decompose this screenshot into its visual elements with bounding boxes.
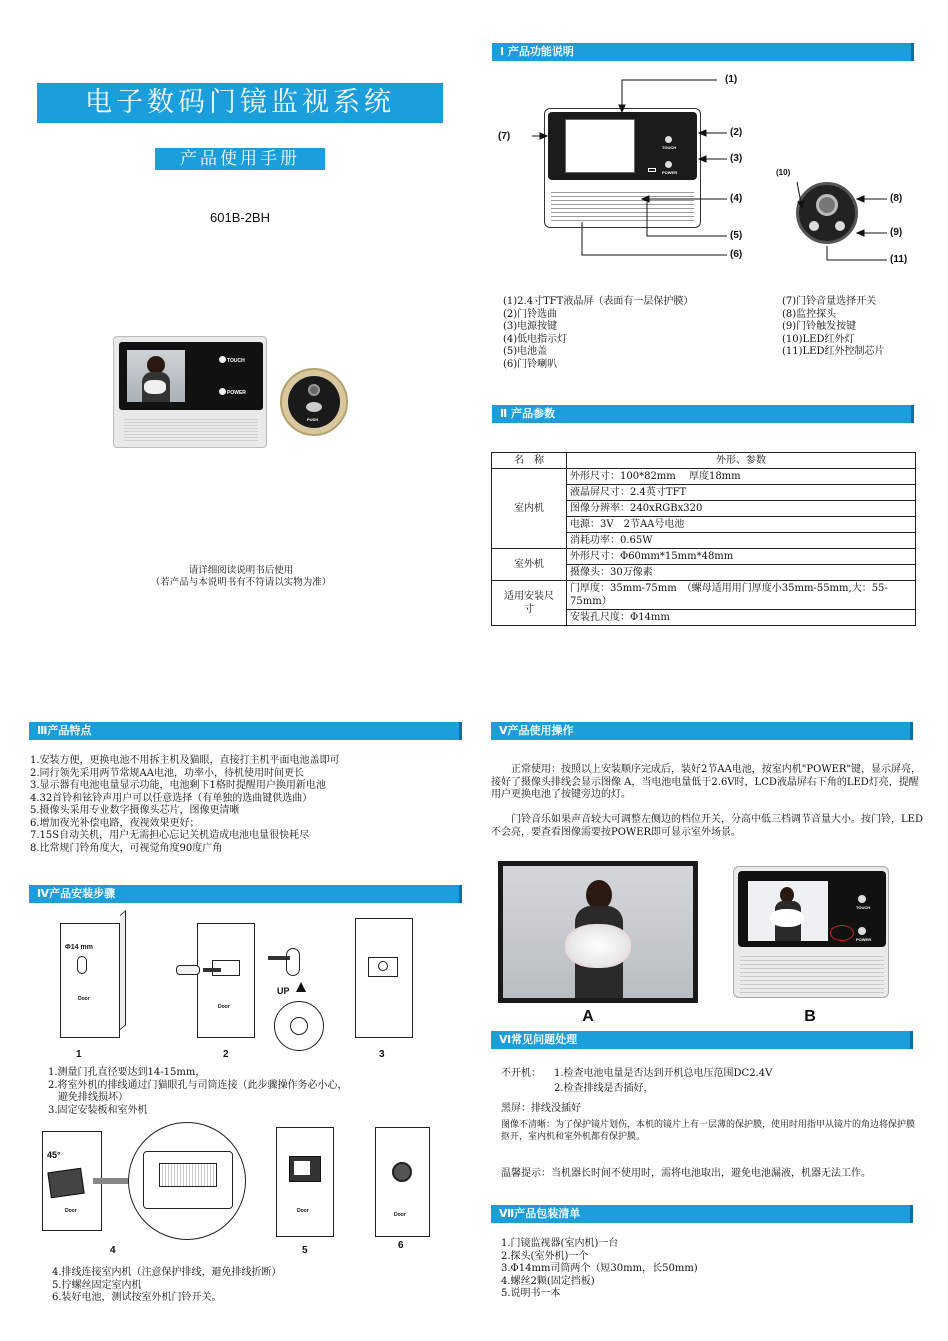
cover-subtitle: 产品使用手册 bbox=[155, 148, 325, 170]
package-item: 2.探头(室外机)一个 bbox=[501, 1250, 589, 1262]
feature-item: 7.15S自动关机，用户无需担心忘记关机造成电池电量很快耗尽 bbox=[30, 830, 310, 841]
section-6-header: Ⅵ常见问题处理 bbox=[491, 1031, 913, 1049]
install-fig-3-door bbox=[355, 918, 413, 1038]
spec-cell: 图像分辨率：240xRGBx320 bbox=[567, 501, 916, 517]
install-step: 避免排线损坏） bbox=[48, 1092, 128, 1103]
warm-tip: 温馨提示：当机器长时间不使用时，需将电池取出，避免电池漏液，机器无法工作。 bbox=[501, 1168, 871, 1179]
part-item: (9)门铃触发按键 bbox=[782, 321, 857, 332]
faq-unclear-image: 图像不清晰：为了保护镜片划伤，本机的镜片上有一层薄的保护膜，使用时用指甲从镜片的角边将保护膜抠开，室内机和室外机都有保护膜。 bbox=[501, 1120, 916, 1142]
install-fig-6-door bbox=[375, 1127, 430, 1237]
part-item: (10)LED红外灯 bbox=[782, 333, 855, 345]
feature-item: 3.显示器有电池电量显示功能，电池剩下1格时提醒用户换用新电池 bbox=[30, 780, 326, 791]
install-steps-a bbox=[48, 1067, 348, 1117]
mounted-indoor-unit bbox=[289, 1156, 321, 1182]
callout-6: (6) bbox=[730, 249, 743, 260]
part-item: (4)低电指示灯 bbox=[503, 333, 568, 345]
cover-power-label: POWER bbox=[227, 390, 246, 396]
package-item: 3.Φ14mm司筒两个（短30mm，长50mm) bbox=[501, 1263, 698, 1274]
cover-title: 电子数码门镜监视系统 bbox=[37, 83, 443, 123]
callout-2: (2) bbox=[730, 127, 743, 138]
spec-outdoor-label: 室外机 bbox=[492, 549, 567, 581]
callout-8: (8) bbox=[890, 193, 903, 204]
photo-b-indoor-unit bbox=[733, 866, 889, 998]
part-item: (1)2.4寸TFT液晶屏（表面有一层保护膜） bbox=[503, 296, 694, 307]
cover-outdoor-camera bbox=[280, 368, 348, 436]
cover-touch-button bbox=[219, 356, 226, 363]
door-label-1: Door bbox=[78, 996, 90, 1002]
spec-cell: 外形尺寸：Φ60mm*15mm*48mm bbox=[567, 549, 916, 565]
parts-list-right bbox=[782, 296, 885, 359]
callout-5: (5) bbox=[730, 230, 743, 241]
feature-item: 1.安装方便，更换电池不用拆主机及猫眼，直接打主机平面电池盖即可 bbox=[30, 755, 340, 766]
photo-b-screen bbox=[748, 881, 828, 941]
photo-a-label: A bbox=[582, 1008, 594, 1025]
install-step: 6.装好电池，测试按室外机门铃开关。 bbox=[52, 1292, 222, 1303]
install-fig-num-2: 2 bbox=[223, 1049, 229, 1060]
model-number: 601B-2BH bbox=[210, 210, 270, 225]
zoom-circle bbox=[128, 1122, 246, 1240]
spec-cell: 消耗功率：0.65W bbox=[567, 533, 916, 549]
install-arrow-1 bbox=[203, 968, 221, 972]
up-arrow bbox=[296, 982, 306, 992]
package-list bbox=[501, 1238, 698, 1301]
parts-list-left bbox=[503, 296, 693, 371]
feature-item: 5.摄像头采用专业数字摄像头芯片，图像更清晰 bbox=[30, 805, 240, 816]
door-label-2: Door bbox=[218, 1004, 230, 1010]
faq-no-power-b: 2.检查排线是否插好， bbox=[554, 1083, 654, 1094]
section-4-header: Ⅳ产品安装步骤 bbox=[29, 885, 462, 903]
spec-cell: 摄像头：30万像素 bbox=[567, 565, 916, 581]
faq-no-power-a: 1.检查电池电量是否达到开机总电压范围DC2.4V bbox=[554, 1068, 773, 1079]
callout-4: (4) bbox=[730, 193, 743, 204]
part-item: (11)LED红外控制芯片 bbox=[782, 346, 885, 357]
install-fig-num-1: 1 bbox=[76, 1049, 82, 1060]
install-step: 2.将室外机的排线通过门猫眼孔与司筒连接（此步骤操作务必小心， bbox=[48, 1079, 348, 1091]
hole-size-label: Φ14 mm bbox=[65, 944, 93, 951]
install-fig-1-door bbox=[60, 923, 120, 1038]
callout-1: (1) bbox=[725, 74, 738, 85]
install-fig-num-5: 5 bbox=[302, 1245, 308, 1256]
spec-cell: 安装孔尺度：Φ14mm bbox=[567, 610, 916, 626]
diagram-power-label: POWER bbox=[662, 170, 678, 175]
photo-a-frame bbox=[498, 861, 698, 1003]
part-item: (3)电源按键 bbox=[503, 321, 558, 332]
feature-item: 4.32首铃和铉铃声用户可以任意选择（有单独的选曲键供选曲） bbox=[30, 792, 313, 804]
cover-speaker-grille bbox=[124, 417, 258, 443]
screw-part bbox=[286, 948, 300, 976]
install-steps-b bbox=[52, 1267, 282, 1305]
section-3-header: Ⅲ产品特点 bbox=[29, 722, 462, 740]
photo-b-speaker-grille bbox=[740, 953, 884, 993]
spec-cell: 门厚度：35mm-75mm （螺母适用用门厚度小35mm-55mm,大：55-75mm） bbox=[567, 581, 916, 610]
diagram-touch-label: TOUCH bbox=[662, 145, 677, 150]
usage-paragraph-1: 正常使用：按照以上安装顺序完成后，装好2节AA电池，按室内机"POWER"键，显示屏亮，接好了摄像头排线会显示图像 A，当电池电量低于2.6V时，LCD液晶屏右下角的LED灯亮，提醒用户更换电池了按键旁边的灯。 bbox=[491, 764, 922, 800]
part-item: (6)门铃喇叭 bbox=[503, 358, 558, 370]
callout-11: (11) bbox=[890, 254, 908, 265]
photo-a-image bbox=[503, 866, 693, 998]
feature-item: 6.增加夜光补偿电路，夜视效果更好； bbox=[30, 817, 200, 829]
section-5-header: Ⅴ产品使用操作 bbox=[491, 722, 913, 740]
part-item: (7)门铃音量选择开关 bbox=[782, 296, 877, 307]
faq-black-screen: 黑屏：排线没插好 bbox=[501, 1103, 581, 1114]
photo-b-bezel bbox=[738, 871, 886, 947]
install-step: 3.固定安装板和室外机 bbox=[48, 1104, 148, 1116]
spec-cell: 电源：3V 2节AA号电池 bbox=[567, 517, 916, 533]
mounted-outdoor-camera bbox=[392, 1162, 412, 1182]
callout-10: (10) bbox=[776, 168, 791, 177]
usage-paragraph-2: 门铃音乐如果声音较大可调整左侧边的档位开关，分高中低三档调节音量大小。按门铃，LED不会亮，要查看图像需要按POWER即可显示室外场景。 bbox=[491, 814, 923, 838]
photo-b-touch-label: TOUCH bbox=[856, 905, 871, 910]
cover-camera-label: PUSH bbox=[307, 417, 319, 422]
spec-head-name: 名 称 bbox=[492, 453, 567, 469]
cover-power-button bbox=[219, 388, 226, 395]
package-item: 4.螺丝2颗(固定挡板) bbox=[501, 1275, 595, 1287]
section-1-callout-lines bbox=[492, 60, 912, 275]
install-fig-2-door bbox=[197, 923, 255, 1038]
door-label-6: Door bbox=[394, 1212, 406, 1218]
photo-b-power-label: POWER bbox=[856, 937, 872, 942]
door-hole bbox=[77, 956, 87, 974]
photo-b-power-button bbox=[858, 927, 866, 935]
feature-item: 2.同行领先采用两节常规AA电池，功率小，待机使用时间更长 bbox=[30, 767, 304, 779]
section-7-header: Ⅶ产品包装清单 bbox=[491, 1205, 913, 1223]
install-arrow-3 bbox=[93, 1178, 129, 1184]
door-label-4: Door bbox=[65, 1208, 77, 1214]
cover-indoor-unit bbox=[113, 336, 267, 448]
package-item: 5.说明书一本 bbox=[501, 1288, 561, 1299]
install-fig-5-door bbox=[276, 1127, 334, 1237]
photo-b-touch-button bbox=[858, 895, 866, 903]
part-item: (5)电池盖 bbox=[503, 346, 548, 357]
part-item: (2)门铃选曲 bbox=[503, 308, 558, 320]
spec-cell: 外形尺寸：100*82mm 厚度18mm bbox=[567, 469, 916, 485]
outdoor-lens-tube bbox=[176, 965, 200, 975]
callout-9: (9) bbox=[890, 227, 903, 238]
spec-table bbox=[491, 452, 916, 626]
part-item: (8)监控探头 bbox=[782, 308, 837, 320]
callout-7: (7) bbox=[498, 131, 511, 142]
install-step: 5.拧螺丝固定室内机 bbox=[52, 1279, 142, 1291]
faq-no-power-label: 不开机： bbox=[501, 1068, 541, 1079]
spec-cell: 液晶屏尺寸：2.4英寸TFT bbox=[567, 485, 916, 501]
spec-indoor-label: 室内机 bbox=[492, 469, 567, 549]
low-battery-highlight bbox=[830, 925, 854, 941]
install-step: 1.测量门孔直径要达到14-15mm， bbox=[48, 1067, 206, 1078]
install-step: 4.排线连接室内机（注意保护排线，避免排线折断） bbox=[52, 1267, 282, 1278]
install-fig-num-6: 6 bbox=[398, 1240, 404, 1251]
install-fig-num-4: 4 bbox=[110, 1245, 116, 1256]
cover-screen-image bbox=[127, 350, 185, 402]
photo-b-label: B bbox=[804, 1008, 816, 1025]
cover-screen-bezel bbox=[119, 342, 263, 410]
cover-note-2: （若产品与本说明书有不符请以实物为准） bbox=[150, 577, 332, 588]
mount-ring bbox=[274, 1001, 324, 1051]
package-item: 1.门镜监视器(室内机)一台 bbox=[501, 1238, 619, 1249]
features-list bbox=[30, 755, 340, 855]
angle-label: 45° bbox=[47, 1150, 61, 1160]
install-fig-num-3: 3 bbox=[379, 1049, 385, 1060]
door-label-5: Door bbox=[297, 1208, 309, 1214]
section-2-header: Ⅱ 产品参数 bbox=[492, 405, 914, 423]
spec-fit-label: 适用安装尺寸 bbox=[492, 581, 567, 626]
up-label: UP bbox=[277, 986, 290, 996]
tilted-indoor-unit bbox=[47, 1168, 84, 1198]
feature-item: 8.比常规门铃角度大，可视觉角度90度广角 bbox=[30, 842, 223, 854]
section-1-header: Ⅰ 产品功能说明 bbox=[492, 43, 914, 61]
spec-head-spec: 外形、参数 bbox=[567, 453, 916, 469]
cover-note-1: 请详细阅读说明书后使用 bbox=[188, 565, 294, 576]
cover-touch-label: TOUCH bbox=[227, 358, 245, 364]
callout-3: (3) bbox=[730, 153, 743, 164]
